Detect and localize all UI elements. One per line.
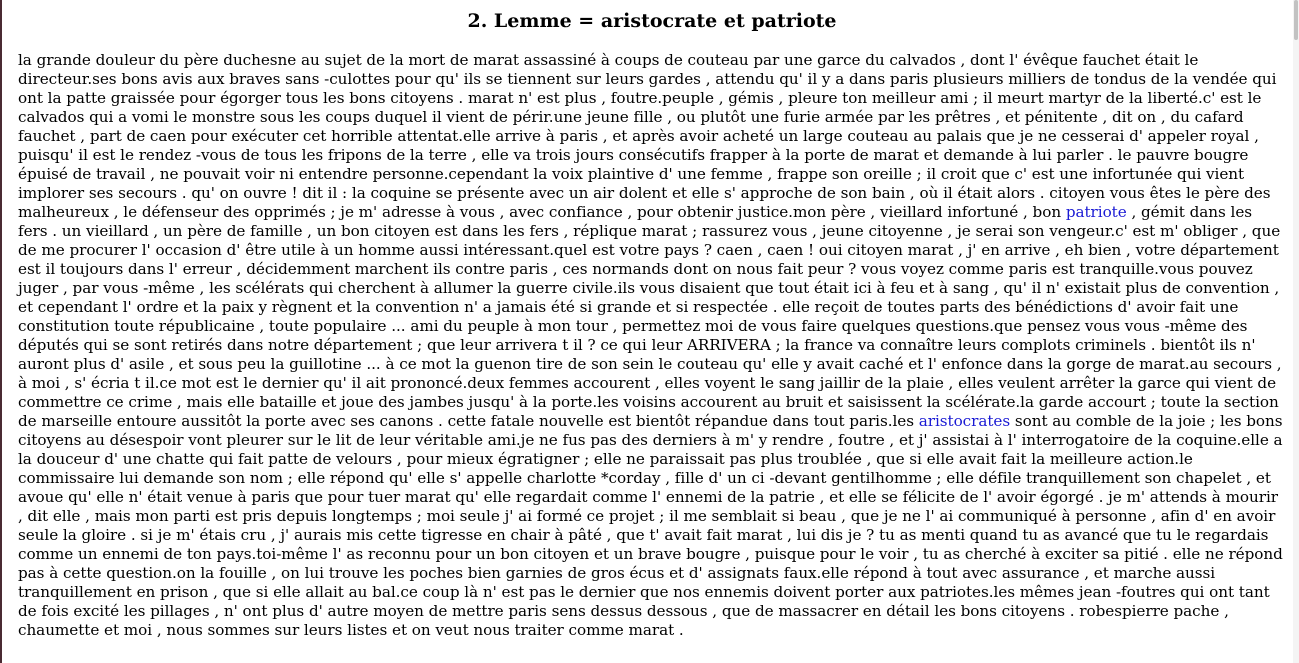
document-title: 2. Lemme = aristocrate et patriote (467, 10, 837, 32)
vertical-scrollbar[interactable] (1293, 0, 1299, 663)
text-segment: la grande douleur du père duchesne au sujet de la mort de marat assassiné à coups de couteau par une garce du calvados , dont l' évêque fauchet était le directeur.ses bons avis aux braves sans -culottes pour qu' ils se tiennent sur leurs gardes , attendu qu' il y a dans paris plusieurs milliers de tondus de la vendée qui ont la patte graissée pour égorger tous les bons citoyens . marat n' est plus , foutre.peuple , gémis , pleure ton meilleur ami ; il meurt martyr de la liberté.c' est le calvados qui a vomi le monstre sous les coups duquel il vient de périr.une jeune fille , ou plutôt une furie armée par les prêtres , et pénitente , dit on , du cafard fauchet , part de caen pour exécuter cet horrible attentat.elle arrive à paris , et après avoir acheté un large couteau au palais que je ne cesserai d' appeler royal , puisqu' il est le rendez -vous de tous les fripons de la terre , elle va trois jours consécutifs frapper à la porte de marat et demande à lui parler . le pauvre bougre épuisé de travail , ne pouvait voir ni entendre personne.cependant la voix plaintive d' une femme , frappe son oreille ; il croit que c' est une infortunée qui vient implorer ses secours . qu' on ouvre ! dit il : la coquine se présente avec un air dolent et elle s' approche de son bain , où il était alors . citoyen vous êtes le père des malheureux , le défenseur des opprimés ; je m' adresse à vous , avec confiance , pour obtenir justice.mon père , vieillard infortuné , bon (18, 51, 1277, 221)
highlighted-term-patriote[interactable]: patriote (1065, 203, 1127, 221)
highlighted-term-aristocrates[interactable]: aristocrates (918, 412, 1011, 430)
document-content (18, 0, 1286, 640)
text-segment: sont au comble de la joie ; les bons citoyens au désespoir vont pleurer sur le lit de leur véritable ami.je ne fus pas des derniers à m' y rendre , foutre , et j' assistai à l' interrogatoire de la coquine.elle a la douceur d' une chatte qui fait patte de velours , pour mieux égratigner ; elle ne paraissait pas plus troublée , que si elle avait fait la meilleure action.le commissaire lui demande son nom ; elle répond qu' elle s' appelle charlotte *corday , fille d' un ci -devant gentilhomme ; elle défile tranquillement son chapelet , et avoue qu' elle n' était venue à paris que pour tuer marat qu' elle regardait comme l' ennemi de la patrie , et elle se félicite de l' avoir égorgé . je m' attends à mourir , dit elle , mais mon parti est pris depuis longtemps ; moi seule j' ai formé ce projet ; il me semblait si beau , que je ne l' ai communiqué à personne , afin d' en avoir seule la gloire . si je m' étais cru , j' aurais mis cette tigresse en chair à pâté , que t' avait fait marat , lui dis je ? tu as menti quand tu as avancé que tu le regardais comme un ennemi de ton pays.toi-même l' as reconnu pour un bon citoyen et un brave bougre , puisque pour le voir , tu as cherché à exciter sa pitié . elle ne répond pas à cette question.on la fouille , on lui trouve les poches bien garnies de gros écus et d' assignats faux.elle répond à tout avec assurance , et marche aussi tranquillement en prison , que si elle allait au bal.ce coup là n' est pas le dernier que nos ennemis doivent porter aux patriotes.les mêmes jean -foutres qui ont tant de fois excité les pillages , n' ont plus d' autre moyen de mettre paris sens dessus dessous , que de massacrer en détail les bons citoyens . robespierre pache , chaumette et moi , nous sommes sur leurs listes et on veut nous traiter comme marat . (18, 412, 1283, 639)
text-segment: , gémit dans les fers . un vieillard , un père de famille , un bon citoyen est dans les fers , réplique marat ; rassurez vous , jeune citoyenne , je serai son vengeur.c' est m' obliger , que de me procurer l' occasion d' être utile à un homme aussi intéressant.quel est votre pays ? caen , caen ! oui citoyen marat , j' en arrive , eh bien , votre département est il toujours dans l' erreur , décidemment marchent ils contre paris , ces normands dont on nous fait peur ? vous voyez comme paris est tranquille.vous pouvez juger , par vous -même , les scélérats qui cherchent à allumer la guerre civile.ils vous disaient que tout était ici à feu et à sang , qu' il n' existait plus de convention , et cependant l' ordre et la paix y règnent et la convention n' a jamais été si grande et si respectée . elle reçoit de toutes parts des bénédictions d' avoir fait une constitution toute républicaine , toute populaire ... ami du peuple à mon tour , permettez moi de vous faire quelques questions.que pensez vous vous -même des députés qui se sont retirés dans notre département ; que leur arrivera t il ? ce qui leur ARRIVERA ; la france va connaître leurs complots criminels . bientôt ils n' auront plus d' asile , et sous peu la guillotine ... à ce mot la guenon tire de son sein le couteau qu' elle y avait caché et l' enfonce dans la gorge de marat.au secours , à moi , s' écria t il.ce mot est le dernier qu' il ait prononcé.deux femmes accourent , elles voyent le sang jaillir de la plaie , elles veulent arrêter la garce qui vient de commettre ce crime , mais elle bataille et joue des jambes jusqu' à la porte.les voisins accourent au bruit et saisissent la scélérate.la garde accourt ; toute la section de marseille entoure aussitôt la porte avec ses canons . cette fatale nouvelle est bientôt répandue dans tout paris.les (18, 203, 1282, 430)
scrollbar-thumb[interactable] (1294, 0, 1298, 40)
window-edge (0, 0, 2, 663)
document-body (18, 51, 1286, 640)
